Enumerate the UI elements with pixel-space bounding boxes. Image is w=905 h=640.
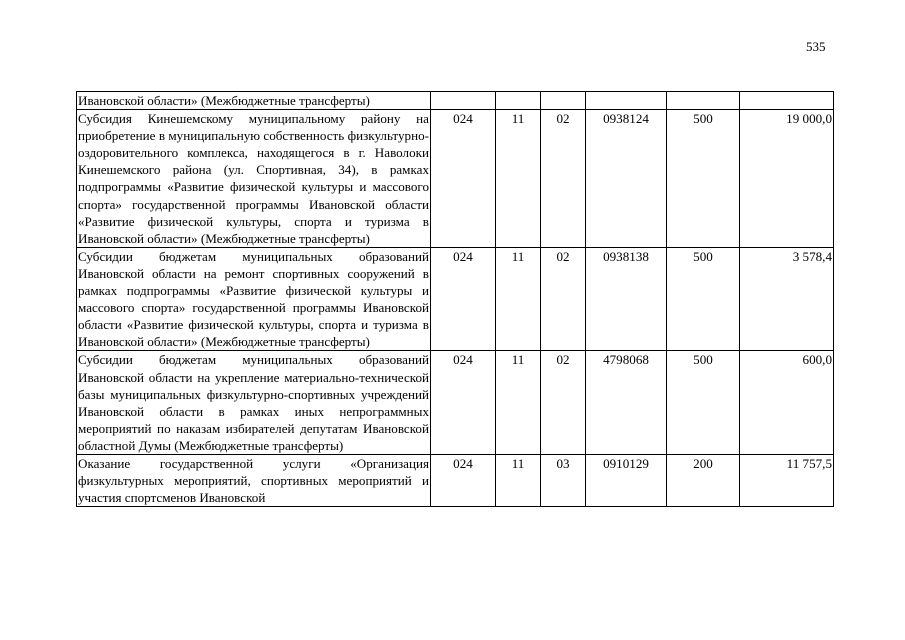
row-target-code: 0938124 [586,110,667,248]
table-row [77,351,834,455]
row-target-code: 0938138 [586,247,667,351]
row-type-code: 500 [667,110,740,248]
row-target-code: 4798068 [586,351,667,455]
row-gr-code: 024 [431,454,496,506]
row-type-code: 500 [667,351,740,455]
row-description: Субсидия Кинешемскому муниципальному району на приобретение в муниципальную собственность физкультурно-оздоровительного комплекса, находящегося в г. Наволоки Кинешемского района (ул. Спортивная, 34), в рамках подпрограммы «Развитие физической культуры и массового спорта» государственной программы Ивановской области «Развитие физической культуры, спорта и туризма в Ивановской области» (Межбюджетные трансферты) [78,111,429,246]
table-row [77,454,834,506]
table-row [77,110,834,248]
empty-cell [740,92,834,110]
empty-cell [667,92,740,110]
row-type-code: 500 [667,247,740,351]
row-description: Субсидии бюджетам муниципальных образований Ивановской области на ремонт спортивных сооружений в рамках подпрограммы «Развитие физической культуры и массового спорта» государственной программы Ивановской области «Развитие физической культуры, спорта и туризма в Ивановской области» (Межбюджетные трансферты) [78,248,429,350]
row-description: Ивановской области» (Межбюджетные трансферты) [77,92,431,110]
page-number: 535 [806,39,826,54]
row-section: 11 [496,247,541,351]
empty-cell [586,92,667,110]
row-section: 11 [496,110,541,248]
row-amount: 19 000,0 [740,110,834,248]
row-description: Оказание государственной услуги «Организация физкультурных мероприятий, спортивных мероприятий и участия спортсменов Ивановской [78,455,429,506]
row-gr-code: 024 [431,351,496,455]
row-amount: 11 757,5 [740,454,834,506]
row-amount: 600,0 [740,351,834,455]
row-subsection: 02 [541,110,586,248]
row-section: 11 [496,454,541,506]
row-type-code: 200 [667,454,740,506]
row-gr-code: 024 [431,247,496,351]
table-row-continuation [77,92,834,110]
empty-cell [496,92,541,110]
table-row [77,247,834,351]
row-description: Субсидии бюджетам муниципальных образований Ивановской области на укрепление материально-технической базы муниципальных физкультурно-спортивных учреждений Ивановской области в рамках иных непрограммных мероприятий по наказам избирателей депутатам Ивановской областной Думы (Межбюджетные трансферты) [78,352,429,453]
row-subsection: 02 [541,247,586,351]
row-gr-code: 024 [431,110,496,248]
row-section: 11 [496,351,541,455]
row-subsection: 02 [541,351,586,455]
empty-cell [541,92,586,110]
row-amount: 3 578,4 [740,247,834,351]
budget-table [76,91,834,507]
row-subsection: 03 [541,454,586,506]
row-target-code: 0910129 [586,454,667,506]
empty-cell [431,92,496,110]
